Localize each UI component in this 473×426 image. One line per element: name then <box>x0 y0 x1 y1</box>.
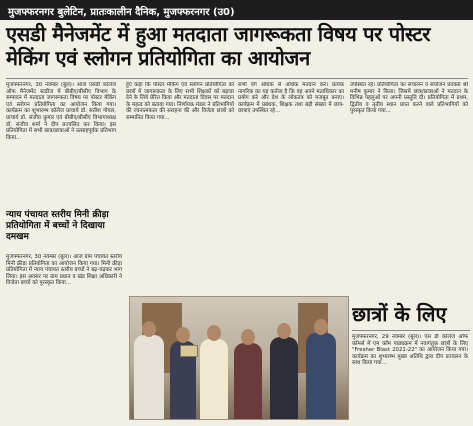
section-banner: छात्रों के लिए <box>352 302 447 326</box>
article-column-4-bottom: मुजफ्फरनगर, 29 नवम्बर (बुल)। एस डी कॉलेज ऑफ कॉमर्स में एम कॉम पाठ्यक्रम में नवागंतुक छात्रों के लिए "Fresher Blast 2021-22" का आयोजन किया गया। कार्यक्रम का शुभारम्भ मुख्य अतिथि द्वारा दीप प्रज्वलन के साथ किया गया... <box>352 334 468 367</box>
article-subheading: न्याय पंचायत स्तरीय मिनी क्रीड़ा प्रतियोगिता में बच्चों ने दिखाया दमखम <box>6 210 109 242</box>
article-column-4: उपस्थित रहे। प्रतियोगिता का संचालन व संयोजन प्रवक्ता श्री मनीष कुमार ने किया। जिसमें छात्र/छात्राओं ने मतदान के विभिन्न पहलुओं पर अपनी प्रस्तुति दी। प्रतियोगिता में प्रथम, द्वितीय व तृतीय स्थान प्राप्त करने वाले प्रतिभागियों को पुरस्कृत किया गया... <box>350 82 468 115</box>
article-column-1-top: मुजफ्फरनगर, 30 नवम्बर (बुल)। आज एसडी कॉलेज ऑफ मैनेजमेंट स्टडीज में बीबीए/बीसीए विभाग के सम्पादन में मतदाता जागरूकता विषय पर पोस्टर मेकिंग एवं स्लोगन प्रतियोगिता का आयोजन किया गया। कार्यक्रम का शुभारम्भ कॉलेज प्राचार्य डॉ. सतीश गोयल, प्राचार्य डॉ. संजीव कुमार एवं बीबीए/बीसीए विभागाध्यक्ष डॉ. संजीव शर्मा ने दीप प्रज्वलित कर किया। इस प्रतियोगिता में सभी छात्र/छात्राओं ने उत्साहपूर्वक प्रतिभाग किया... <box>6 82 116 141</box>
masthead: मुजफ्फरनगर बुलेटिन, प्रातःकालीन दैनिक, मुजफ्फरनगर (उ0) <box>0 0 473 20</box>
article-column-3: सभी वर्ग अधिक से अधिक मतदान करें। प्रत्येक नागरिक का यह कर्तव्य है कि वह अपने मताधिकार का प्रयोग करे और देश के लोकतंत्र को मजबूत बनाए। कार्यक्रम में प्रबंधक, शिक्षक तथा बड़ी संख्या में छात्र-छात्राएं उपस्थित रहे... <box>238 82 344 115</box>
divider <box>6 78 468 79</box>
event-photo <box>129 296 349 420</box>
headline: एसडी मैनेजमेंट में हुआ मतदाता जागरूकता विषय पर पोस्टर मेकिंग एवं स्लोगन प्रतियोगिता का आयोजन <box>6 22 431 70</box>
article-column-1-bottom: मुजफ्फरनगर, 30 नवम्बर (बुल)। आज ग्राम पंचायत स्तरीय मिनी क्रीड़ा प्रतियोगिता का आयोजन किया गया। मिनी क्रीड़ा प्रतियोगिता में न्याय पंचायत स्तरीय बच्चों ने बढ़-चढ़कर भाग लिया। इस अवसर पर ग्राम प्रधान व खंड शिक्षा अधिकारी ने विजेता बच्चों को पुरस्कृत किया... <box>6 254 122 287</box>
banner-underline <box>352 330 470 331</box>
article-column-2: हुए कहा कि पोस्टर मेकिंग एवं स्लोगन प्रतियोगिता को छात्रों में जागरूकता के लिए सभी शिक्षकों को बढ़ावा देने के लिये प्रेरित किया और मतदाता दिवस पर मतदान के महत्व को बताया गया। निर्णायक मंडल ने प्रतिभागियों की रचनात्मकता की सराहना की और विजेता छात्रों को सम्मानित किया गया... <box>126 82 234 121</box>
